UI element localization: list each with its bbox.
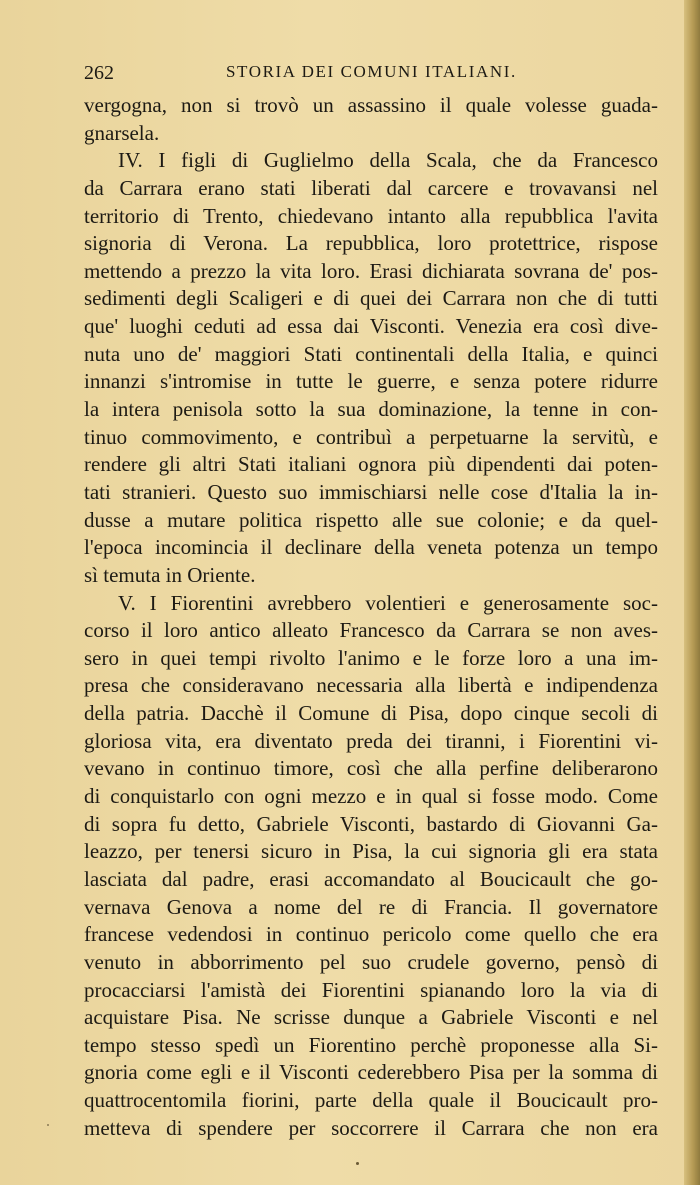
text-line: gloriosa vita, era diventato preda dei tiranni, i Fiorentini vi- [84, 728, 658, 753]
text-line: signoria di Verona. La repubblica, loro protettrice, rispose [84, 231, 658, 256]
text-line: tati stranieri. Questo suo immischiarsi nelle cose d'Italia la in- [84, 479, 658, 504]
paper-speck [356, 1162, 359, 1165]
page-number: 262 [84, 62, 114, 84]
running-title: STORIA DEI COMUNI ITALIANI. [226, 62, 517, 81]
text-line: vevano in continuo timore, così che alla perfine deliberarono [84, 756, 658, 781]
text-line: IV. I figli di Guglielmo della Scala, che da Francesco [118, 148, 658, 173]
text-line: leazzo, per tenersi sicuro in Pisa, la cui signoria gli era stata [84, 839, 658, 864]
text-line: venuto in abborrimento pel suo crudele governo, pensò di [84, 949, 658, 974]
body-text [84, 92, 658, 1142]
text-line: l'epoca incomincia il declinare della veneta potenza un tempo [84, 535, 658, 560]
text-line: dusse a mutare politica rispetto alle sue colonie; e da quel- [84, 507, 658, 532]
text-line: della patria. Dacchè il Comune di Pisa, dopo cinque secoli di [84, 701, 658, 726]
text-line: gnarsela. [84, 120, 160, 145]
text-line: procacciarsi l'amistà dei Fiorentini spianando loro la via di [84, 977, 658, 1002]
text-line: sedimenti degli Scaligeri e di quei dei Carrara non che di tutti [84, 286, 658, 311]
text-line: lasciata dal padre, erasi accomandato al Boucicault che go- [84, 866, 658, 891]
text-line: corso il loro antico alleato Francesco da Carrara se non aves- [84, 618, 658, 643]
text-line: que' luoghi ceduti ad essa dai Visconti. Venezia era così dive- [84, 314, 658, 339]
text-line: tinuo commovimento, e contribuì a perpetuarne la servitù, e [84, 424, 658, 449]
text-line: mettendo a prezzo la vita loro. Erasi dichiarata sovrana de' pos- [84, 258, 658, 283]
text-line: metteva di spendere per soccorrere il Carrara che non era [84, 1115, 658, 1140]
text-line: acquistare Pisa. Ne scrisse dunque a Gabriele Visconti e nel [84, 1005, 658, 1030]
page-edge [684, 0, 700, 1185]
text-line: gnoria come egli e il Visconti cederebbero Pisa per la somma di [84, 1060, 658, 1085]
text-line: tempo stesso spedì un Fiorentino perchè proponesse alla Si- [84, 1032, 658, 1057]
text-line: nuta uno de' maggiori Stati continentali della Italia, e quinci [84, 341, 658, 366]
text-line: vernava Genova a nome del re di Francia. Il governatore [84, 894, 658, 919]
text-line: sì temuta in Oriente. [84, 562, 256, 587]
text-line: da Carrara erano stati liberati dal carcere e trovavansi nel [84, 175, 658, 200]
text-line: di conquistarlo con ogni mezzo e in qual si fosse modo. Come [84, 784, 658, 809]
text-line: innanzi s'intromise in tutte le guerre, e senza potere ridurre [84, 369, 658, 394]
paper-speck [47, 1124, 49, 1126]
text-line: sero in quei tempi rivolto l'animo e le forze loro a una im- [84, 645, 658, 670]
text-line: territorio di Trento, chiedevano intanto alla repubblica l'avita [84, 203, 658, 228]
page-header [84, 62, 658, 92]
text-line: vergogna, non si trovò un assassino il quale volesse guada- [84, 93, 658, 117]
text-line: la intera penisola sotto la sua dominazione, la tenne in con- [84, 397, 658, 422]
text-line: V. I Fiorentini avrebbero volentieri e generosamente soc- [118, 590, 658, 615]
text-line: di sopra fu detto, Gabriele Visconti, bastardo di Giovanni Ga- [84, 811, 658, 836]
book-page [84, 62, 658, 1142]
text-line: quattrocentomila fiorini, parte della quale il Boucicault pro- [84, 1088, 658, 1113]
text-line: presa che consideravano necessaria alla libertà e indipendenza [84, 673, 658, 698]
text-line: francese vedendosi in continuo pericolo come quello che era [84, 922, 658, 947]
text-line: rendere gli altri Stati italiani ognora più dipendenti dai poten- [84, 452, 658, 477]
